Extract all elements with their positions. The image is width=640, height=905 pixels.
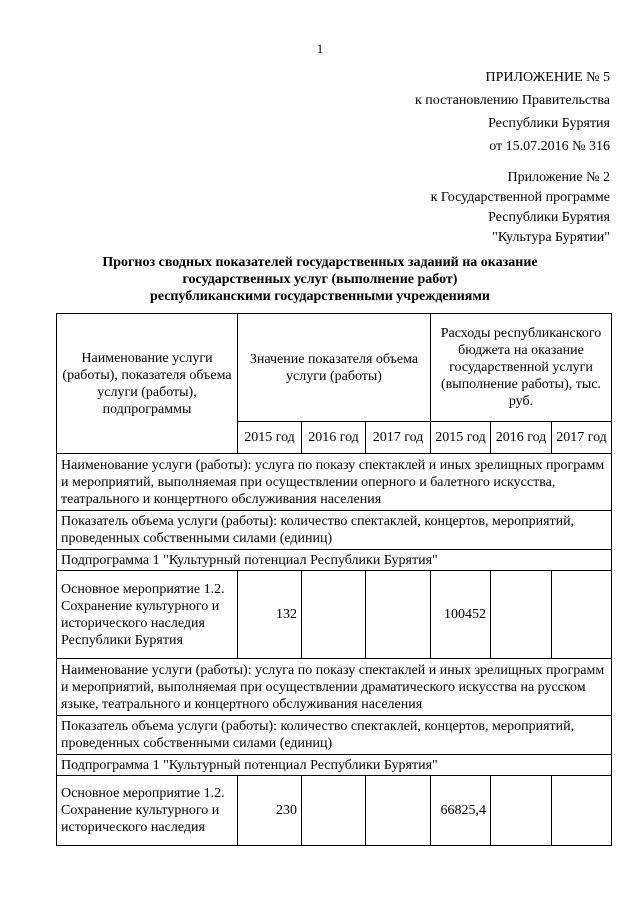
appendix-5-date: от 15.07.2016 № 316 [489,139,610,154]
appendix-2-program: "Культура Бурятии" [492,230,610,245]
table-row [57,550,612,571]
volume-2016-cell [302,571,366,659]
volume-2015-cell: 132 [238,571,302,659]
table-row [57,755,612,776]
year-header: 2016 год [302,422,366,454]
volume-2015-cell: 230 [238,776,302,846]
year-header: 2016 год [491,422,552,454]
expense-2015-cell: 66825,4 [431,776,491,846]
year-header: 2015 год [431,422,491,454]
expense-2017-cell [552,776,612,846]
column-header-volume: Значение показателя объема услуги (работы) [238,314,431,422]
appendix-5-title: ПРИЛОЖЕНИЕ № 5 [485,70,610,85]
column-header-name: Наименование услуги (работы), показателя объема услуги (работы), подпрограммы [57,314,238,454]
table-row [57,511,612,550]
column-header-expenses: Расходы республиканского бюджета на оказание государственной услуги (выполнение работы), тыс. руб. [431,314,612,422]
appendix-5-header [415,66,610,158]
service-name-row: Наименование услуги (работы): услуга по показу спектаклей и иных зрелищных программ и мероприятий, выполняемая при осуществлении драматического искусства на русском языке, театрального и концертного обслуживания населения [57,659,612,716]
subprogram-row: Подпрограмма 1 "Культурный потенциал Республики Бурятия" [57,550,612,571]
table-header-row [57,314,612,422]
appendix-2-title: Приложение № 2 [507,170,610,185]
table-row [57,659,612,716]
appendix-2-header [431,168,610,248]
page-number: 1 [316,41,324,56]
table-row [57,571,612,659]
document-title [0,254,640,305]
appendix-2-line3: Республики Бурятия [488,210,610,225]
title-line-1: Прогноз сводных показателей государственных заданий на оказание [102,255,538,270]
expense-2017-cell [552,571,612,659]
table-row [57,776,612,846]
title-line-3: республиканскими государственными учреждениями [150,289,490,304]
volume-2017-cell [366,571,431,659]
activity-cell: Основное мероприятие 1.2. Сохранение культурного и исторического наследия [57,776,238,846]
subprogram-row: Подпрограмма 1 "Культурный потенциал Республики Бурятия" [57,755,612,776]
appendix-2-line2: к Государственной программе [430,190,610,205]
indicator-row: Показатель объема услуги (работы): количество спектаклей, концертов, мероприятий, проведенных собственными силами (единиц) [57,511,612,550]
activity-cell: Основное мероприятие 1.2. Сохранение культурного и исторического наследия Республики Бурятия [57,571,238,659]
indicators-table [56,313,612,846]
indicator-row: Показатель объема услуги (работы): количество спектаклей, концертов, мероприятий, проведенных собственными силами (единиц) [57,716,612,755]
expense-2016-cell [491,776,552,846]
year-header: 2017 год [366,422,431,454]
table-row [57,454,612,511]
year-header: 2015 год [238,422,302,454]
expense-2016-cell [491,571,552,659]
expense-2015-cell: 100452 [431,571,491,659]
table-row [57,716,612,755]
appendix-5-line3: Республики Бурятия [488,116,610,131]
title-line-2: государственных услуг (выполнение работ) [182,272,458,287]
volume-2017-cell [366,776,431,846]
year-header: 2017 год [552,422,612,454]
volume-2016-cell [302,776,366,846]
service-name-row: Наименование услуги (работы): услуга по показу спектаклей и иных зрелищных программ и мероприятий, выполняемая при осуществлении оперного и балетного искусства, театрального и концертного обслуживания населения [57,454,612,511]
appendix-5-line2: к постановлению Правительства [414,93,610,108]
